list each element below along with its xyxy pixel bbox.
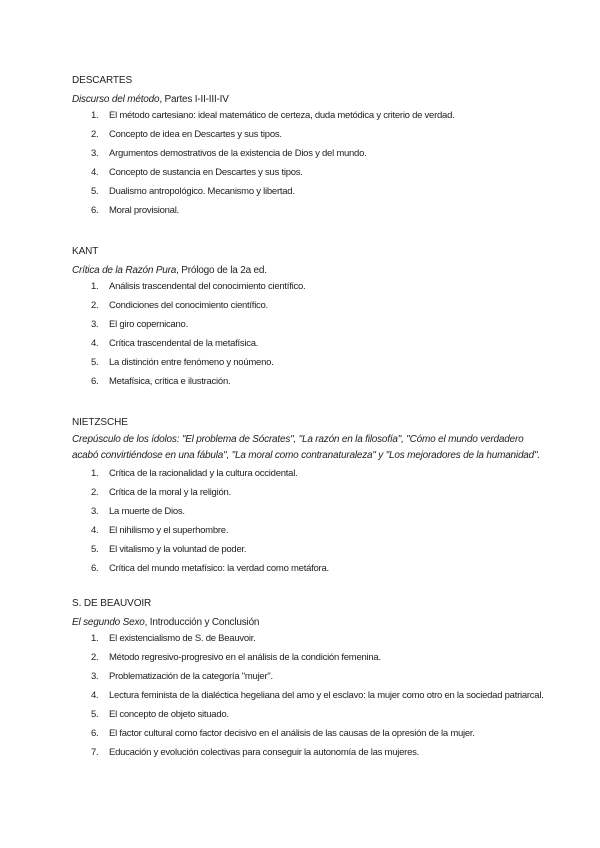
section-kant [72,245,552,394]
author-heading: NIETZSCHE [72,417,128,428]
list-item: 1. Crítica de la racionalidad y la cultura occidental. [91,468,298,479]
list-item: 2. Método regresivo-progresivo en el análisis de la condición femenina. [91,652,381,663]
work-reference [72,264,552,277]
topic-list [72,467,552,581]
list-item: 4. Lectura feminista de la dialéctica hegeliana del amo y el esclavo: la mujer como otro en la sociedad patriarcal. [91,690,544,701]
author-heading: KANT [72,246,99,257]
topic-list [72,280,552,394]
author-heading: DESCARTES [72,75,133,86]
list-item: 6. Metafísica, crítica e ilustración. [91,376,231,387]
list-item: 2. Crítica de la moral y la religión. [91,487,231,498]
work-reference [72,616,552,629]
list-item: 2. Condiciones del conocimiento científico. [91,300,268,311]
list-item: 6. El factor cultural como factor decisivo en el análisis de las causas de la opresión de la mujer. [91,728,475,739]
list-item: 3. Problematización de la categoría "mujer". [91,671,273,682]
list-item: 3. El giro copernicano. [91,319,188,330]
list-item: 5. Dualismo antropológico. Mecanismo y libertad. [91,186,295,197]
topic-list [72,109,552,223]
work-title: El segundo Sexo [72,617,145,628]
work-detail: , Prólogo de la 2a ed. [176,265,267,276]
work-detail: , Introducción y Conclusión [144,617,260,628]
section-descartes [72,74,552,223]
list-item: 3. La muerte de Dios. [91,506,185,517]
work-title: Crítica de la Razón Pura [72,265,177,276]
work-reference [72,93,552,106]
work-detail: , Partes I-II-III-IV [159,94,229,105]
list-item: 1. El método cartesiano: ideal matemático de certeza, duda metódica y criterio de verdad. [91,110,455,121]
author-heading: S. DE BEAUVOIR [72,598,152,609]
list-item: 5. El vitalismo y la voluntad de poder. [91,544,247,555]
list-item: 4. El nihilismo y el superhombre. [91,525,229,536]
topic-list [72,632,552,765]
list-item: 5. La distinción entre fenómeno y noúmeno. [91,357,274,368]
list-item: 4. Crítica trascendental de la metafísica. [91,338,259,349]
list-item: 2. Concepto de idea en Descartes y sus tipos. [91,129,282,140]
list-item: 5. El concepto de objeto situado. [91,709,229,720]
list-item: 6. Moral provisional. [91,205,179,216]
work-title: Crepúsculo de los ídolos: "El problema de Sócrates", "La razón en la filosofía", "Cómo el mundo verdadero acabó convirtiéndose en una fábula", "La moral como contranaturaleza" y "Los mejoradores de la humanidad". [72,434,540,461]
list-item: 7. Educación y evolución colectivas para conseguir la autonomía de las mujeres. [91,747,419,758]
work-reference [72,432,552,464]
work-title: Discurso del método [72,94,160,105]
list-item: 4. Concepto de sustancia en Descartes y sus tipos. [91,167,303,178]
list-item: 1. El existencialismo de S. de Beauvoir. [91,633,256,644]
list-item: 6. Crítica del mundo metafísico: la verdad como metáfora. [91,563,329,574]
section-beauvoir [72,597,552,765]
list-item: 1. Análisis trascendental del conocimiento científico. [91,281,306,292]
section-nietzsche [72,416,552,581]
list-item: 3. Argumentos demostrativos de la existencia de Dios y del mundo. [91,148,367,159]
